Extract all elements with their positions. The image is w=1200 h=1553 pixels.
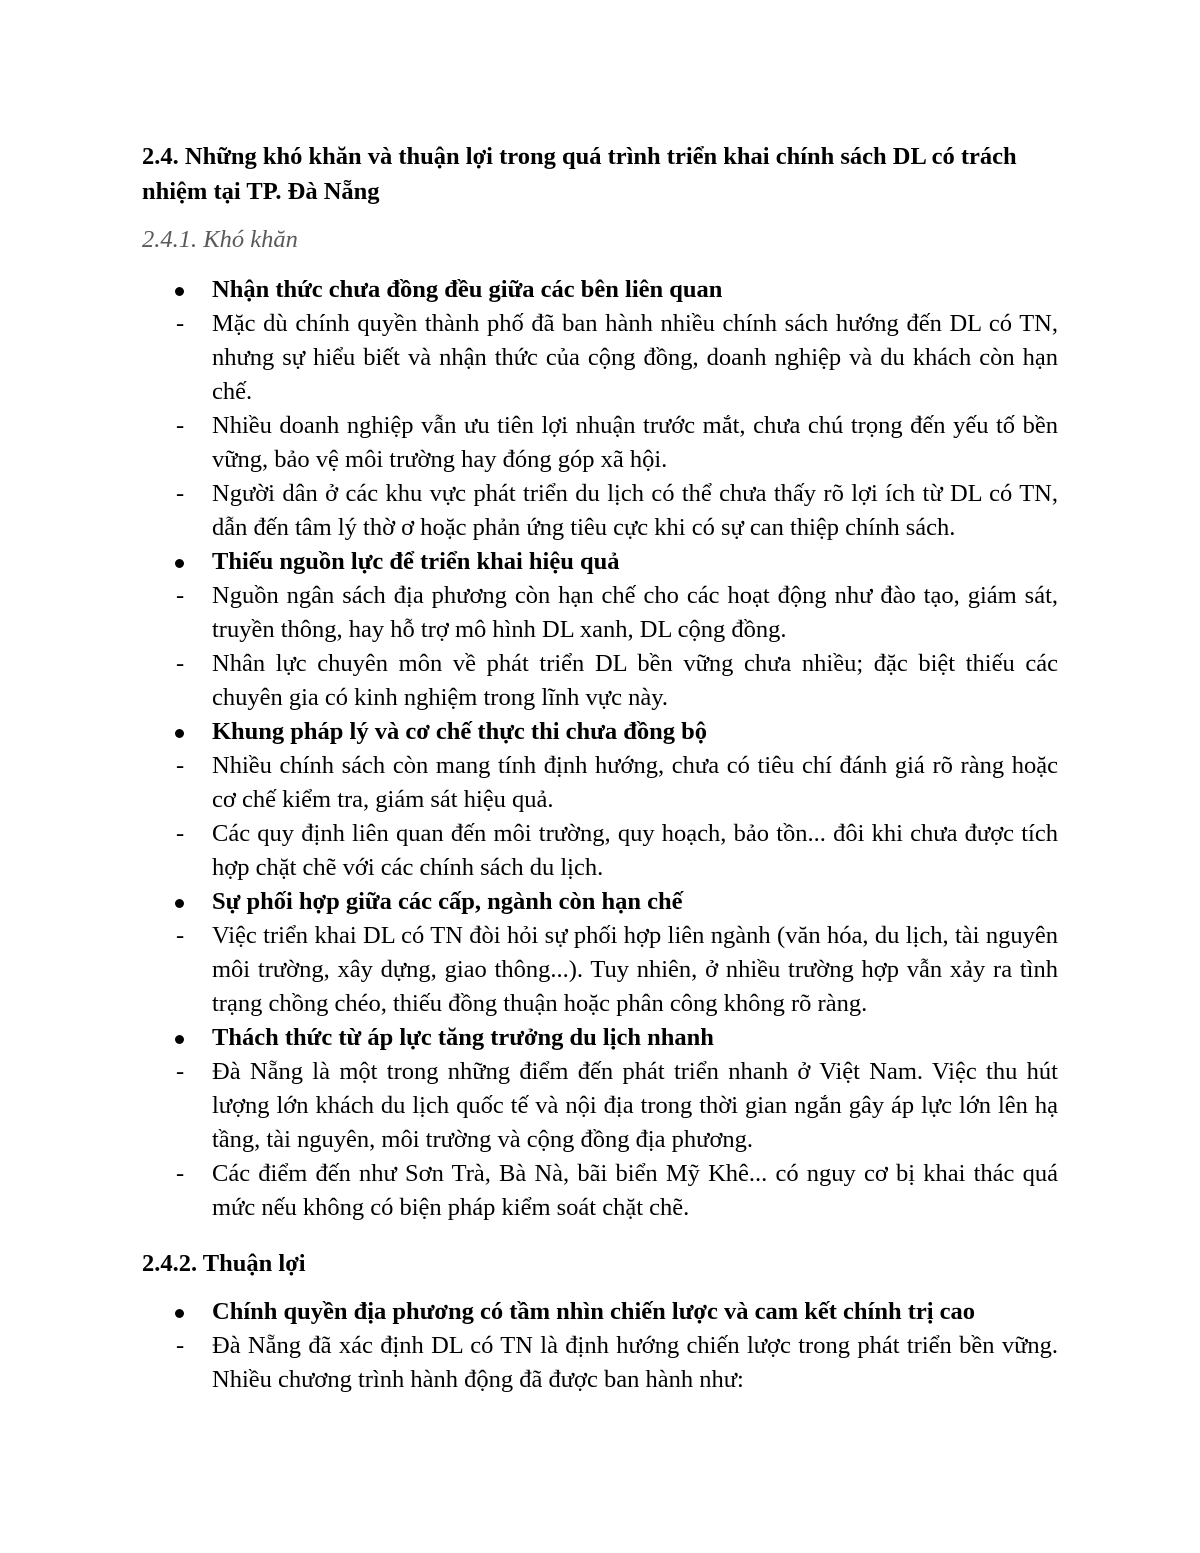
dash-mark: - [176,650,185,677]
dash-list-item [142,477,1058,545]
bullet-heading-text: Thiếu nguồn lực để triển khai hiệu quả [212,548,620,575]
bullet-heading-text: Thách thức từ áp lực tăng trưởng du lịch nhanh [212,1024,714,1051]
bullet-heading [142,1021,1058,1055]
dash-item-text: Người dân ở các khu vực phát triển du lịch có thể chưa thấy rõ lợi ích từ DL có TN, dẫn đến tâm lý thờ ơ hoặc phản ứng tiêu cực khi có sự can thiệp chính sách. [212,480,1058,541]
bullet-dot-icon [175,1035,184,1044]
dash-list-item [142,579,1058,647]
dash-mark: - [176,310,185,337]
dash-mark: - [176,752,185,779]
dash-list-item [142,409,1058,477]
difficulties-list [142,273,1058,1225]
dash-item-text: Các quy định liên quan đến môi trường, quy hoạch, bảo tồn... đôi khi chưa được tích hợp chặt chẽ với các chính sách du lịch. [212,820,1058,881]
advantages-title: 2.4.2. Thuận lợi [142,1250,306,1277]
document-content [142,139,1058,1397]
bullet-heading-text: Chính quyền địa phương có tầm nhìn chiến lược và cam kết chính trị cao [212,1298,976,1325]
dash-item-text: Nhiều doanh nghiệp vẫn ưu tiên lợi nhuận trước mắt, chưa chú trọng đến yếu tố bền vững, bảo vệ môi trường hay đóng góp xã hội. [212,412,1058,473]
bullet-heading [142,545,1058,579]
dash-list-item [142,1157,1058,1225]
dash-list-item [142,749,1058,817]
dash-mark: - [176,820,185,847]
bullet-dot-icon [175,1309,184,1318]
dash-list-item [142,1329,1058,1397]
difficulties-title: 2.4.1. Khó khăn [142,226,298,253]
dash-item-text: Mặc dù chính quyền thành phố đã ban hành nhiều chính sách hướng đến DL có TN, nhưng sự hiểu biết và nhận thức của cộng đồng, doanh nghiệp và du khách còn hạn chế. [212,310,1058,405]
bullet-heading [142,885,1058,919]
dash-list-item [142,647,1058,715]
dash-mark: - [176,480,185,507]
spacer [142,1225,1058,1235]
dash-list-item [142,919,1058,1021]
dash-item-text: Nhân lực chuyên môn về phát triển DL bền vững chưa nhiều; đặc biệt thiếu các chuyên gia có kinh nghiệm trong lĩnh vực này. [212,650,1058,711]
bullet-heading [142,715,1058,749]
bullet-heading-text: Sự phối hợp giữa các cấp, ngành còn hạn chế [212,888,683,915]
dash-mark: - [176,582,185,609]
dash-list-item [142,1055,1058,1157]
dash-item-text: Nhiều chính sách còn mang tính định hướng, chưa có tiêu chí đánh giá rõ ràng hoặc cơ chế kiểm tra, giám sát hiệu quả. [212,752,1058,813]
section-heading: 2.4. Những khó khăn và thuận lợi trong quá trình triển khai chính sách DL có trách nhiệm tại TP. Đà Nẵng [142,143,1017,205]
bullet-dot-icon [175,899,184,908]
advantages-list [142,1295,1058,1397]
dash-item-text: Đà Nẵng đã xác định DL có TN là định hướng chiến lược trong phát triển bền vững. Nhiều chương trình hành động đã được ban hành như: [212,1332,1058,1393]
dash-mark: - [176,1332,185,1359]
bullet-heading [142,1295,1058,1329]
dash-list-item [142,307,1058,409]
dash-item-text: Nguồn ngân sách địa phương còn hạn chế cho các hoạt động như đào tạo, giám sát, truyền thông, hay hỗ trợ mô hình DL xanh, DL cộng đồng. [212,582,1058,643]
dash-mark: - [176,1058,185,1085]
bullet-heading-text: Nhận thức chưa đồng đều giữa các bên liên quan [212,276,723,303]
bullet-dot-icon [175,559,184,568]
dash-list-item [142,817,1058,885]
dash-item-text: Đà Nẵng là một trong những điểm đến phát triển nhanh ở Việt Nam. Việc thu hút lượng lớn khách du lịch quốc tế và nội địa trong thời gian ngắn gây áp lực lớn lên hạ tầng, tài nguyên, môi trường và cộng đồng địa phương. [212,1058,1058,1153]
bullet-heading [142,273,1058,307]
dash-mark: - [176,922,185,949]
bullet-dot-icon [175,287,184,296]
dash-item-text: Việc triển khai DL có TN đòi hỏi sự phối hợp liên ngành (văn hóa, du lịch, tài nguyên môi trường, xây dựng, giao thông...). Tuy nhiên, ở nhiều trường hợp vẫn xảy ra tình trạng chồng chéo, thiếu đồng thuận hoặc phân công không rõ ràng. [212,922,1058,1017]
bullet-dot-icon [175,729,184,738]
dash-item-text: Các điểm đến như Sơn Trà, Bà Nà, bãi biển Mỹ Khê... có nguy cơ bị khai thác quá mức nếu không có biện pháp kiểm soát chặt chẽ. [212,1160,1058,1221]
dash-mark: - [176,1160,185,1187]
bullet-heading-text: Khung pháp lý và cơ chế thực thi chưa đồng bộ [212,718,707,745]
dash-mark: - [176,412,185,439]
